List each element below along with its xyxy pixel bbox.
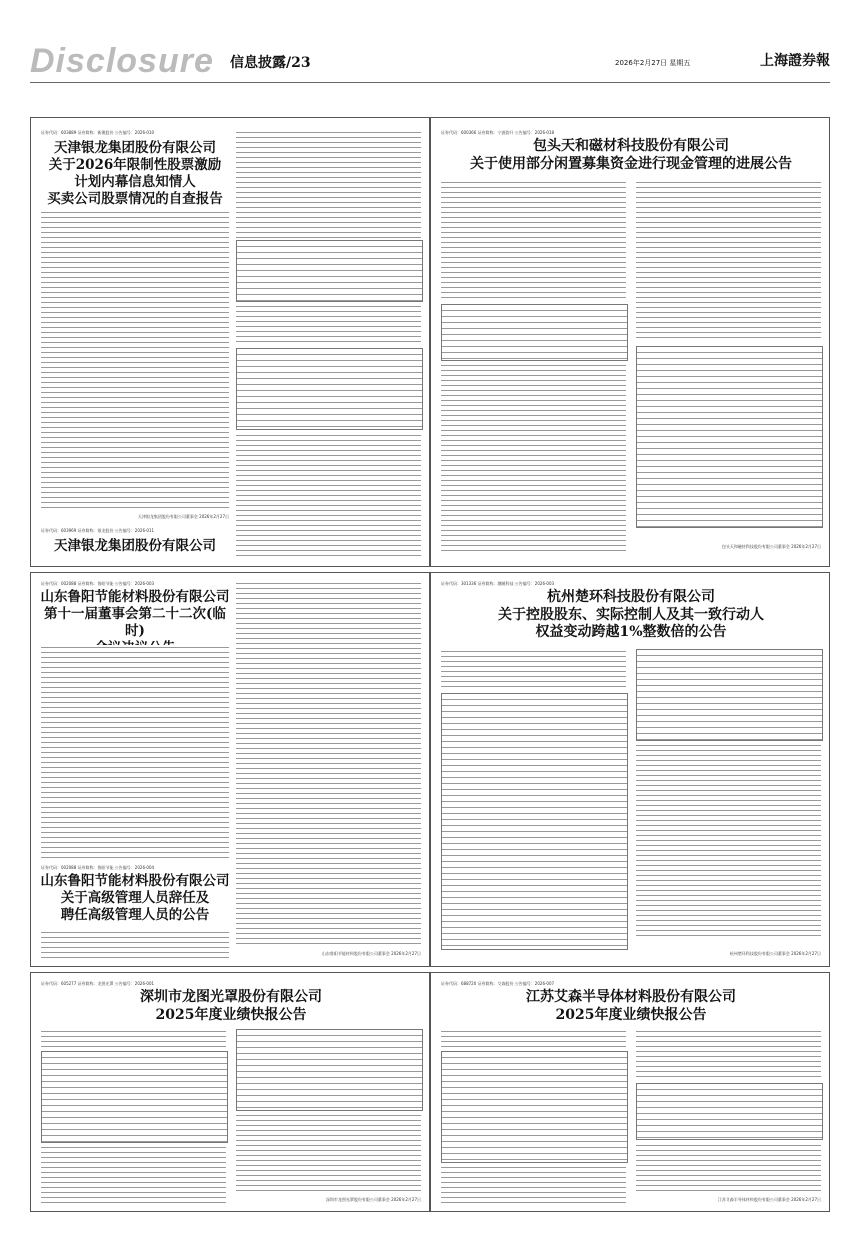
announcement-footer: 天津银龙集团股份有限公司董事会 2026年2月27日 (137, 514, 229, 519)
company-name: 天津银龙集团股份有限公司 (54, 140, 216, 156)
data-table (236, 240, 423, 302)
announcement-title-block (39, 140, 231, 208)
announcement-title-block (39, 538, 231, 555)
announcement-footer: 江苏艾森半导体材料股份有限公司董事会 2026年2月27日 (717, 1197, 821, 1202)
announcement-meta: 证券代码：688720 证券简称：艾森股份 公告编号：2026-007 (441, 981, 555, 986)
announcement-title-line: 买卖公司股票情况的自查报告 (47, 190, 223, 207)
announcement-title-line: 聘任高级管理人员的公告 (60, 906, 210, 923)
data-table (441, 304, 628, 361)
announcement-title-block (39, 873, 231, 924)
company-name: 包头天和磁材科技股份有限公司 (533, 138, 729, 154)
data-table (236, 1029, 423, 1111)
masthead (30, 40, 830, 83)
announcement-title-line: 关于控股股东、实际控制人及其一致行动人 (498, 606, 764, 623)
body-text (636, 180, 821, 340)
body-text (41, 930, 229, 960)
announcement-footer: 包头天和磁材科技股份有限公司董事会 2026年2月27日 (721, 544, 821, 549)
announcement-panel (30, 572, 430, 967)
announcement-panel (430, 972, 830, 1212)
company-name: 深圳市龙图光罩股份有限公司 (140, 989, 322, 1005)
body-text (441, 1029, 626, 1047)
announcement-meta: 证券代码：002088 证券简称：鲁阳节能 公告编号：2026-003 (41, 581, 155, 586)
announcement-title-line: 2025年度业绩快报公告 (155, 1006, 307, 1023)
announcement-meta: 证券代码：301336 证券简称：趣睡科技 公告编号：2026-003 (441, 581, 555, 586)
company-name: 天津银龙集团股份有限公司 (54, 538, 216, 554)
announcement-footer: 深圳市龙图光罩股份有限公司董事会 2026年2月27日 (325, 1197, 421, 1202)
newspaper-brand: 上海證券報 (760, 53, 830, 69)
company-name: 山东鲁阳节能材料股份有限公司 (40, 873, 230, 889)
announcement-title-line: 第十一届董事会第二十二次(临时) (44, 605, 226, 639)
body-text (636, 1029, 821, 1079)
body-text (236, 1113, 421, 1193)
data-table (41, 1051, 228, 1143)
data-table (441, 1051, 628, 1163)
announcement-title-line: 关于使用部分闲置募集资金进行现金管理的进展公告 (470, 155, 792, 172)
body-text (236, 581, 421, 946)
disclosure-logo: Disclosure (30, 42, 214, 80)
company-name: 山东鲁阳节能材料股份有限公司 (40, 589, 230, 605)
data-table (441, 693, 628, 950)
data-table (236, 348, 423, 430)
announcement-panel (430, 572, 830, 967)
body-text (636, 1143, 821, 1193)
announcement-title-block (441, 589, 821, 642)
body-text (636, 743, 821, 938)
announcement-title-block (441, 989, 821, 1024)
announcement-title-line: 关于2026年限制性股票激励 (48, 156, 222, 173)
body-text (441, 363, 626, 553)
body-text (41, 1029, 226, 1047)
body-text (41, 645, 229, 860)
announcement-panel (430, 117, 830, 567)
announcement-title-line: 权益变动跨越1%整数倍的公告 (535, 624, 727, 640)
announcement-panel (30, 117, 430, 567)
announcement-meta: 证券代码：002088 证券简称：鲁阳节能 公告编号：2026-004 (41, 865, 155, 870)
data-table (636, 346, 823, 528)
announcement-title-line: 2025年度业绩快报公告 (555, 1006, 707, 1023)
announcement-meta: 证券代码：603969 证券简称：银龙股份 公告编号：2026-011 (41, 528, 155, 533)
body-text (236, 433, 421, 558)
announcement-meta: 证券代码：600366 证券简称：宁波韵升 公告编号：2026-018 (441, 130, 555, 135)
company-name: 杭州楚环科技股份有限公司 (547, 589, 715, 605)
announcement-title-line: 计划内幕信息知情人 (74, 173, 196, 190)
announcement-meta: 证券代码：605277 证券简称：龙图光罩 公告编号：2026-001 (41, 981, 155, 986)
announcement-title-block (441, 138, 821, 173)
company-name: 江苏艾森半导体材料股份有限公司 (526, 989, 736, 1005)
data-table (636, 1083, 823, 1140)
edition-date: 2026年2月27日 星期五 (615, 59, 691, 67)
body-text (41, 1145, 226, 1205)
announcement-meta: 证券代码：603889 证券简称：新澳股份 公告编号：2026-010 (41, 130, 155, 135)
announcement-footer: 杭州楚环科技股份有限公司董事会 2026年2月27日 (729, 951, 821, 956)
body-text (236, 130, 421, 238)
announcement-footer: 山东鲁阳节能材料股份有限公司董事会 2026年2月27日 (321, 951, 421, 956)
announcement-panel (30, 972, 430, 1212)
body-text (441, 649, 626, 689)
section-title: 信息披露/23 (230, 55, 311, 71)
body-text (236, 304, 421, 344)
body-text (441, 180, 626, 300)
data-table (636, 649, 823, 741)
announcement-title-line: 关于高级管理人员辞任及 (60, 889, 210, 906)
announcement-title-block (41, 989, 421, 1024)
body-text (41, 210, 229, 510)
body-text (441, 1165, 626, 1205)
